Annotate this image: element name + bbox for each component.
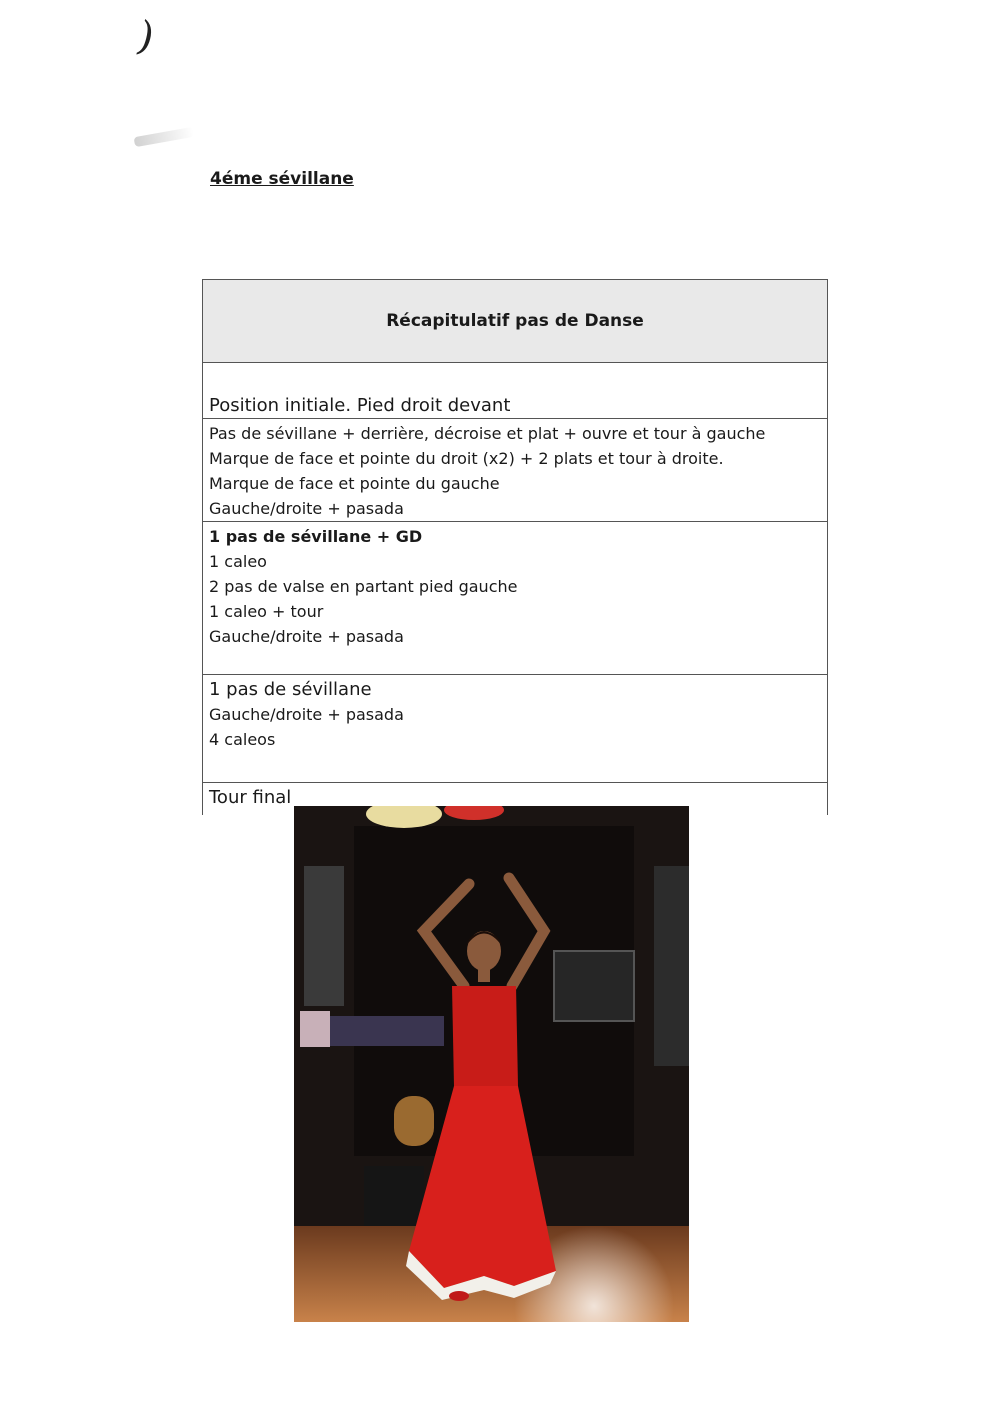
step-line: 1 caleo [209, 552, 267, 571]
dancer-photo [294, 806, 689, 1322]
step-line: Marque de face et pointe du gauche [209, 474, 500, 493]
step-line: Pas de sévillane + derrière, décroise et plat + ouvre et tour à gauche [209, 424, 766, 443]
dancer-neck [478, 968, 490, 982]
step-line: 1 pas de sévillane + GD [209, 527, 423, 546]
page-title: 4éme sévillane [210, 169, 354, 189]
step-line: 2 pas de valse en partant pied gauche [209, 577, 518, 596]
screen-panel [304, 866, 344, 1006]
final-step: Tour final [209, 787, 292, 808]
step-line: Gauche/droite + pasada [209, 705, 404, 724]
step-line: Gauche/droite + pasada [209, 499, 404, 518]
amplifier [554, 951, 634, 1021]
scan-mark: ) [132, 12, 159, 62]
poster [300, 1011, 330, 1047]
mixing-desk [324, 1016, 444, 1046]
dancer-shoe [449, 1291, 469, 1301]
dancer-bodice [452, 986, 518, 1086]
dancer-photo-drawing [294, 806, 689, 1322]
table-row [203, 363, 828, 419]
dance-steps-table [202, 279, 828, 815]
table-row [203, 675, 828, 783]
table-header: Récapitulatif pas de Danse [203, 280, 828, 363]
step-line: Gauche/droite + pasada [209, 627, 404, 646]
scan-smudge [134, 127, 195, 147]
guitar-body [394, 1096, 434, 1146]
table-row [203, 522, 828, 675]
step-line: 4 caleos [209, 730, 276, 749]
step-line: 1 pas de sévillane [209, 679, 372, 700]
table-row [203, 419, 828, 522]
initial-position: Position initiale. Pied droit devant [209, 395, 511, 416]
right-screen [654, 866, 689, 1066]
step-line: 1 caleo + tour [209, 602, 324, 621]
step-line: Marque de face et pointe du droit (x2) + 2 plats et tour à droite. [209, 449, 724, 468]
